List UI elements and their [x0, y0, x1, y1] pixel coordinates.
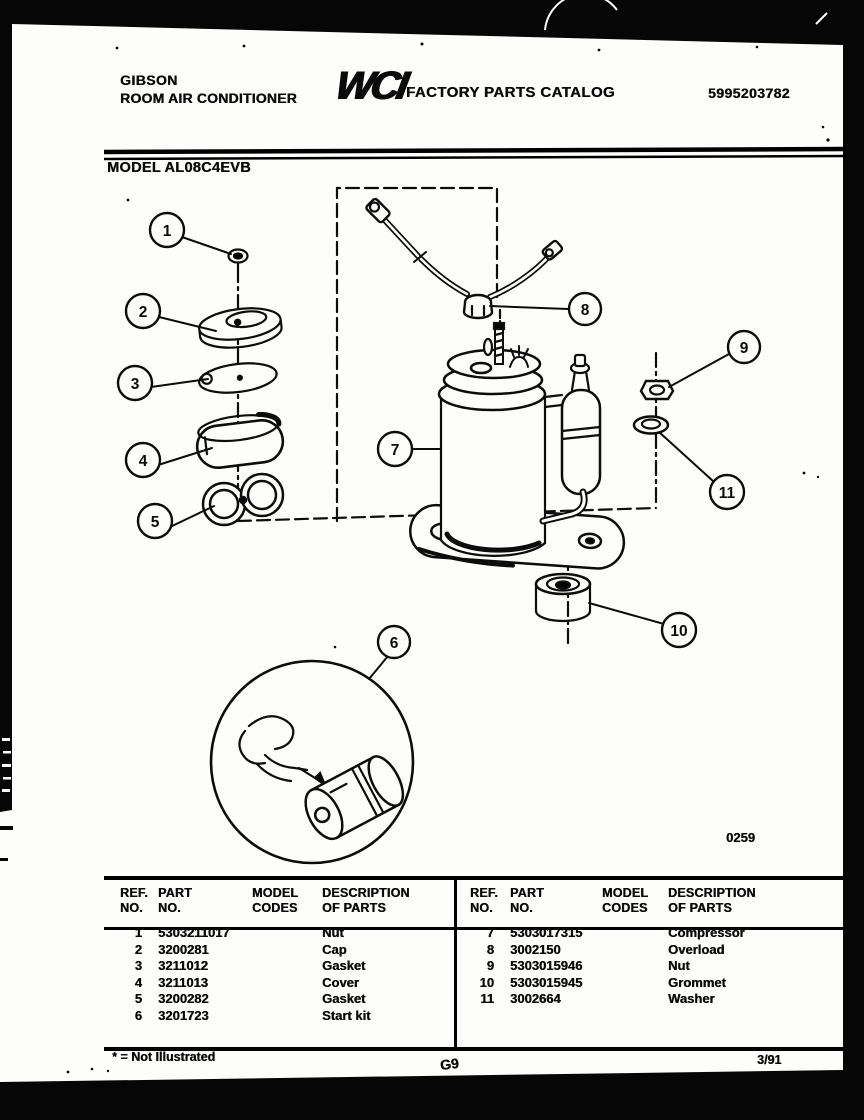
callout-7 [378, 432, 412, 466]
callout-4 [126, 443, 160, 477]
table-row: 5 3200282 Gasket [134, 991, 366, 1006]
page-id: G9 [439, 1054, 460, 1074]
model-label: MODEL AL08C4EVB [107, 160, 251, 176]
stud-bolt [494, 323, 504, 364]
product-line: ROOM AIR CONDITIONER [120, 90, 297, 106]
publication-number: 5995203782 [708, 85, 790, 101]
table-divider [454, 880, 457, 1047]
table-row: 1 5303211017 Nut [134, 925, 344, 940]
svg-text:11: 11 [718, 485, 736, 502]
table-row: 10 5303015945 Grommet [479, 974, 726, 990]
callout-1 [150, 213, 184, 247]
svg-text:3: 3 [130, 376, 140, 393]
table-row: 2 3200281 Cap [134, 941, 347, 957]
table-row: 8 3002150 Overload [486, 941, 725, 957]
callout-10 [662, 613, 696, 647]
callout-3 [118, 366, 152, 400]
date-code: 3/91 [757, 1053, 782, 1067]
svg-text:8: 8 [580, 302, 590, 319]
table-row: 11 3002664 Washer [480, 991, 715, 1006]
table-row: 3 3211012 Gasket [134, 958, 366, 973]
callout-11 [710, 475, 744, 509]
svg-text:2: 2 [138, 304, 148, 321]
diagram-page-code: 0259 [726, 830, 755, 845]
svg-text:7: 7 [390, 442, 400, 459]
parts-table [104, 876, 846, 1051]
parts-table-left [104, 880, 453, 1047]
svg-text:6: 6 [389, 635, 399, 652]
terminal-pin [484, 339, 492, 355]
brand-name: GIBSON [120, 72, 178, 88]
wci-logo: WCI [332, 64, 409, 108]
callout-6 [378, 626, 410, 658]
callout-8 [569, 293, 601, 325]
table-row: 9 5303015946 Nut [486, 958, 690, 973]
svg-text:4: 4 [138, 453, 148, 470]
table-row: 6 3201723 Start kit [134, 1007, 371, 1023]
table-row: 4 3211013 Cover [134, 974, 359, 990]
svg-text:10: 10 [670, 623, 688, 640]
not-illustrated-note: * = Not Illustrated [112, 1050, 216, 1064]
table-row: 7 5303017315 Compressor [486, 925, 745, 940]
parts-table-right [458, 880, 846, 1047]
part-washer-11 [634, 417, 668, 434]
callout-5 [138, 504, 172, 538]
table-header: REF. NO. PART NO. MODEL CODES DESCRIPTION OF PARTS [120, 886, 410, 915]
table-header: REF. NO. PART NO. MODEL CODES DESCRIPTION OF PARTS [470, 886, 756, 915]
svg-text:1: 1 [162, 223, 172, 240]
part-nut-9 [641, 381, 673, 399]
svg-text:5: 5 [150, 514, 160, 531]
callout-9 [728, 331, 760, 363]
callout-2 [126, 294, 160, 328]
catalog-title: FACTORY PARTS CATALOG [406, 84, 615, 101]
svg-text:9: 9 [739, 340, 749, 357]
